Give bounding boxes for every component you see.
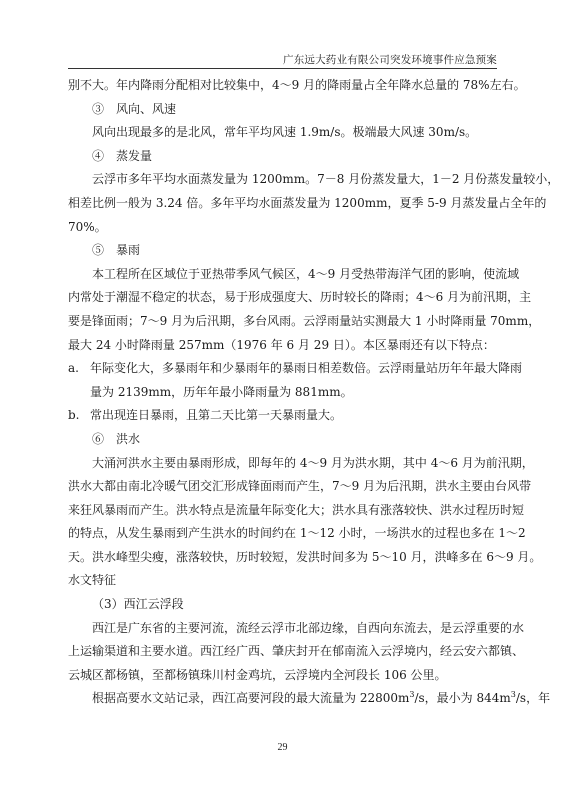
paragraph-line: 天。洪水峰型尖瘦，涨落较快，历时较短，发洪时间多为 5～10 月，洪峰多在 6～9 月。	[68, 549, 542, 564]
body-text	[68, 74, 560, 711]
paragraph-line: 内常处于潮湿不稳定的状态，易于形成强度大、历时较长的降雨；4～6 月为前汛期，主	[68, 290, 532, 305]
paragraph-line: 西江是广东省的主要河流，流经云浮市北部边缘，自西向东流去，是云浮重要的水	[92, 620, 525, 635]
paragraph-line: 最大 24 小时降雨量 257mm（1976 年 6 月 29 日）。本区暴雨还有以下特点：	[68, 337, 495, 352]
text-run: /s，最小为 844m	[414, 691, 511, 706]
paragraph-line: 70%。	[68, 219, 107, 234]
subsection-heading-flood: ⑥ 洪水	[92, 431, 141, 446]
superscript: 3	[409, 690, 415, 700]
text-run: 根据高要水文站记录，西江高要河段的最大流量为 22800m	[92, 691, 410, 706]
text-run: /s，年	[515, 691, 551, 706]
page-number: 29	[277, 742, 288, 753]
subsection-heading-wind: ③ 风向、风速	[92, 101, 177, 116]
list-item-text: 常出现连日暴雨，且第二天比第一天暴雨量大。	[90, 408, 343, 423]
list-item-b	[68, 404, 499, 428]
section-heading-hydrology: 水文特征	[68, 573, 117, 588]
list-marker: a.	[68, 361, 79, 376]
paragraph-line: 来狂风暴雨而产生。洪水特点是流量年际变化大；洪水具有涨落较快、洪水过程历时短	[68, 502, 525, 517]
paragraph-line: 别不大。年内降雨分配相对比较集中，4～9 月的降雨量占全年降水总量的 78%左右。	[68, 78, 526, 92]
paragraph-line: 大涌河洪水主要由暴雨形成，即每年的 4～9 月为洪水期，其中 4～6 月为前汛期，	[92, 455, 534, 470]
paragraph-line: 洪水大都由南北冷暖气团交汇形成锋面雨而产生，7～9 月为后汛期，洪水主要由台风带	[68, 479, 532, 494]
subsection-heading-evaporation: ④ 蒸发量	[92, 148, 153, 163]
section-heading-xijiang: （3）西江云浮段	[92, 597, 184, 612]
list-item-a	[68, 357, 523, 381]
list-item-text: 年际变化大，多暴雨年和少暴雨年的暴雨日相差数倍。云浮雨量站历年年最大降雨	[90, 361, 523, 376]
header-rule	[68, 68, 497, 69]
list-item-continuation: 量为 2139mm，历年年最小降雨量为 881mm。	[90, 384, 353, 399]
paragraph-line: 云城区都杨镇，至都杨镇珠川村金鸡坑，云浮境内全河段长 106 公里。	[68, 667, 447, 682]
paragraph-line: 要是锋面雨；7～9 月为后汛期，多台风雨。云浮雨量站实测最大 1 小时降雨量 70mm，	[68, 313, 541, 328]
superscript: 3	[510, 690, 516, 700]
paragraph-line: 云浮市多年平均水面蒸发量为 1200mm。7－8 月份蒸发量大，1－2 月份蒸发量较小，	[92, 172, 560, 187]
paragraph-line: 相差比例一般为 3.24 倍。多年平均水面蒸发量为 1200mm，夏季 5-9 月蒸发量占全年的	[68, 195, 547, 210]
paragraph-line	[68, 687, 551, 711]
paragraph-line: 的特点，从发生暴雨到产生洪水的时间约在 1～12 小时，一场洪水的过程也多在 1～2	[68, 526, 526, 541]
page-header: 广东远大药业有限公司突发环境事件应急预案	[283, 54, 497, 66]
paragraph-line: 风向出现最多的是北风，常年平均风速 1.9m/s。极端最大风速 30m/s。	[92, 125, 478, 140]
subsection-heading-rainstorm: ⑤ 暴雨	[92, 243, 141, 258]
paragraph-line: 本工程所在区域位于亚热带季风气候区，4～9 月受热带海洋气团的影响，使流域	[92, 266, 520, 281]
list-marker: b.	[68, 408, 80, 423]
paragraph-line: 上运输渠道和主要水道。西江经广西、肇庆封开在郁南流入云浮境内，经云安六都镇、	[68, 644, 525, 659]
